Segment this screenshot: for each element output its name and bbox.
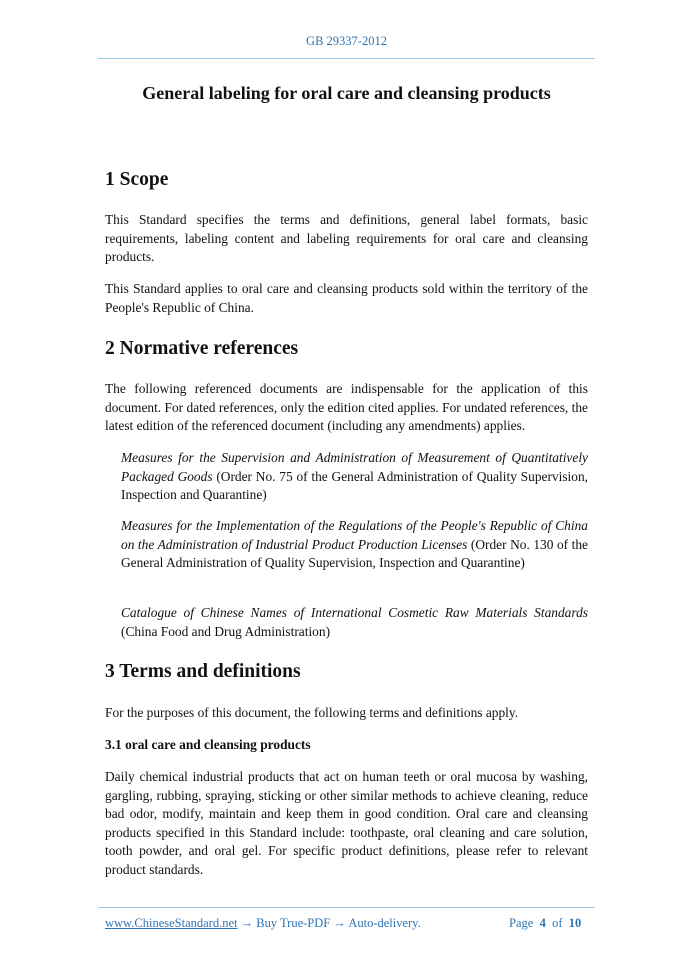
paragraph: For the purposes of this document, the following terms and definitions apply. — [105, 705, 519, 720]
reference-title: Measures for the Implementation of the Regulations of the People's Republic of China on the Administration of Industrial Product Production Licenses — [121, 518, 588, 552]
paragraph: The following referenced documents are indispensable for the application of this document. For dated references, only the edition cited applies. For undated references, the latest edition of the referenced document (including any amendments) applies. — [105, 381, 588, 434]
of-label: of — [552, 916, 563, 930]
page-number — [509, 916, 581, 931]
reference-note: (Order No. 75 of the General Administration of Quality Supervision, Inspection and Quarantine) — [121, 468, 588, 503]
document-title: General labeling for oral care and cleansing products — [142, 83, 551, 103]
buy-text: Buy True-PDF — [256, 916, 331, 930]
header-rule — [98, 58, 595, 59]
current-page: 4 — [539, 916, 546, 930]
definition-paragraph: Daily chemical industrial products that act on human teeth or oral mucosa by washing, gargling, rubbing, spraying, sticking or other similar methods to achieve cleaning, reduce bad odor, modify, maintain and keep them in good condition. Oral care and cleansing products specified in this Standard include: toothpaste, oral cleaning and care solution, tooth powder, and oral gel. For specific product definitions, please refer to relevant product standards. — [105, 769, 588, 877]
website-link[interactable]: www.ChineseStandard.net — [105, 916, 238, 930]
section-heading-terms: 3 Terms and definitions — [105, 661, 301, 682]
paragraph: This Standard applies to oral care and cleansing products sold within the territory of the People's Republic of China. — [105, 281, 588, 315]
header-doc-code: GB 29337-2012 — [306, 34, 387, 48]
reference-item — [121, 517, 588, 573]
section-heading-scope: 1 Scope — [105, 169, 169, 190]
footer-rule — [98, 907, 595, 908]
section-heading-normative-references: 2 Normative references — [105, 338, 299, 359]
paragraph: This Standard specifies the terms and definitions, general label formats, basic requirements, labeling content and labeling requirements for oral care and cleansing products. — [105, 212, 588, 265]
reference-note: (Order No. 130 of the General Administration of Quality Supervision, Inspection and Quarantine) — [121, 536, 588, 571]
page-label: Page — [509, 916, 534, 930]
reference-item — [121, 449, 588, 505]
reference-item — [121, 604, 588, 641]
reference-title: Catalogue of Chinese Names of International Cosmetic Raw Materials Standards — [121, 605, 588, 620]
arrow-icon: → — [240, 916, 254, 930]
arrow-icon: → — [333, 916, 346, 930]
reference-note: (China Food and Drug Administration) — [121, 623, 331, 639]
delivery-text: Auto-delivery. — [348, 916, 421, 930]
footer-promo — [105, 916, 421, 931]
subsection-heading: 3.1 oral care and cleansing products — [105, 737, 311, 752]
total-pages: 10 — [568, 916, 582, 930]
reference-title: Measures for the Supervision and Administration of Measurement of Quantitatively Packaged Goods — [121, 450, 588, 484]
